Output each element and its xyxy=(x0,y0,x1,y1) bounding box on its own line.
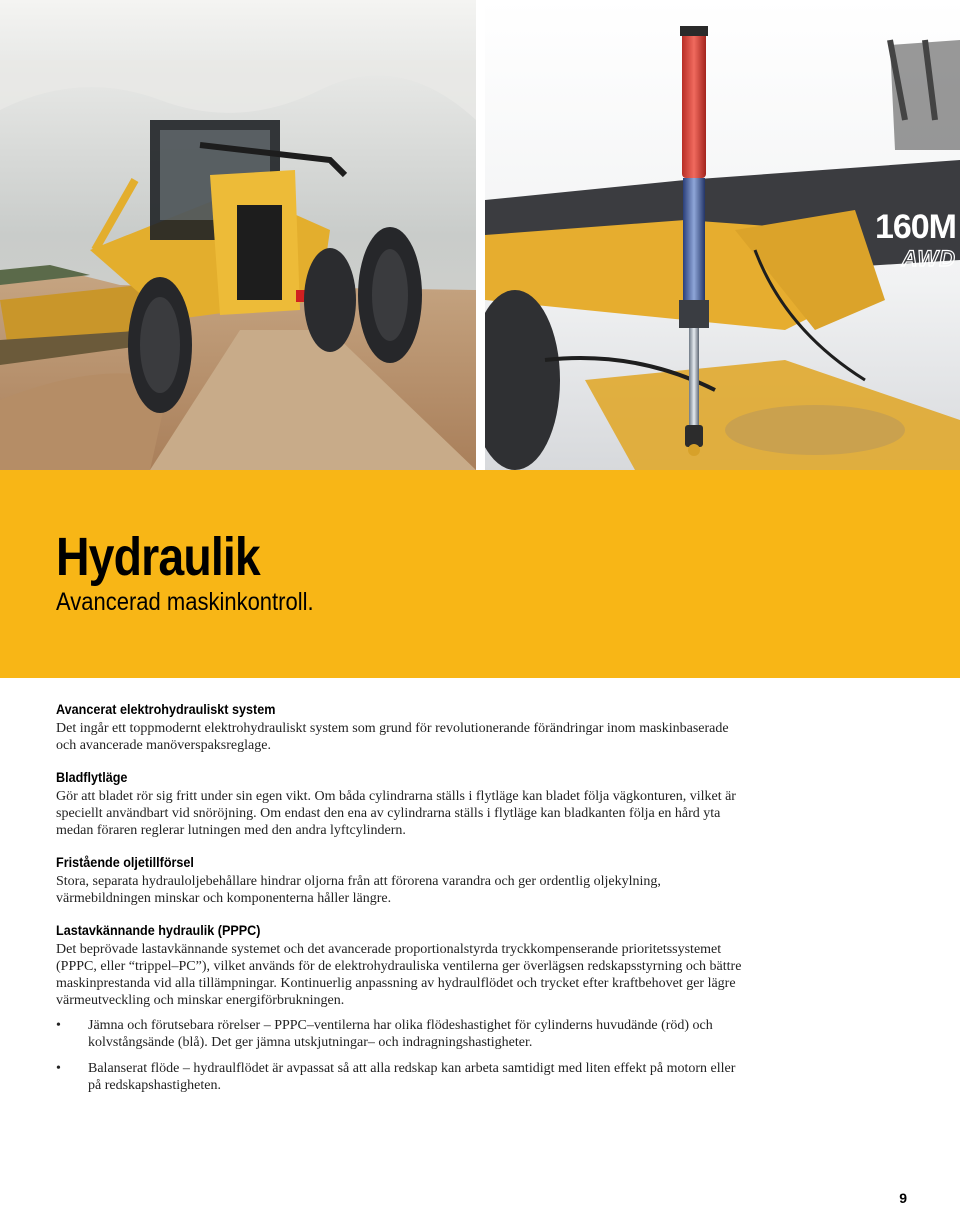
list-item-text: Balanserat flöde – hydraulflödet är avpassat så att alla redskap kan arbeta samtidigt med liten effekt på motorn eller på redskapshastigheten. xyxy=(88,1061,736,1093)
title-banner xyxy=(0,470,960,678)
list-item xyxy=(56,1060,746,1094)
section-blade-float xyxy=(56,768,746,839)
bullet-list xyxy=(56,1017,746,1094)
page-number: 9 xyxy=(899,1190,907,1205)
page-title: Hydraulik xyxy=(56,527,260,587)
hydraulic-cylinder-photo xyxy=(485,0,960,470)
section-heading: Lastavkännande hydraulik (PPPC) xyxy=(56,922,261,938)
bullet-icon: • xyxy=(56,1018,61,1033)
section-heading: Fristående oljetillförsel xyxy=(56,854,194,870)
section-load-sensing xyxy=(56,921,746,1094)
article-body xyxy=(56,700,746,1108)
section-heading: Bladflytläge xyxy=(56,769,128,785)
page-subtitle: Avancerad maskinkontroll. xyxy=(56,588,314,616)
model-variant: AWD xyxy=(901,246,956,271)
model-number: 160M xyxy=(874,208,956,246)
section-text: Det ingår ett toppmodernt elektrohydrauliskt system som grund för revolutionerande förändringar inom maskinbaserade och avancerade manöverspaksreglage. xyxy=(56,721,729,753)
section-heading: Avancerat elektrohydrauliskt system xyxy=(56,701,276,717)
section-electrohydraulic xyxy=(56,700,746,754)
list-item-text: Jämna och förutsebara rörelser – PPPC–ventilerna har olika flödeshastighet för cylinderns huvudände (röd) och kolvstångsände (blå). Det ger jämna utskjutningar– och indragningshastigheter. xyxy=(88,1018,713,1050)
list-item xyxy=(56,1017,746,1051)
motor-grader-photo-icon xyxy=(0,0,476,470)
section-text: Gör att bladet rör sig fritt under sin egen vikt. Om båda cylindrarna ställs i flytläge kan bladet följa vägkonturen, vilket är speciellt användbart vid snöröjning. Om endast den ena av cylindrarna ställs i flytläge kan bladkanten följa en hård yta medan föraren reglerar lutningen med den andra lyftcylindern. xyxy=(56,789,736,838)
section-text: Det beprövade lastavkännande systemet och det avancerade proportionalstyrda tryckkompenserande prioritetssystemet (PPPC, eller “trippel–PC”), vilket används för de elektrohydrauliska ventilerna ger överlägsen redskapsstyrning och bättre maskinprestanda vid alla tillämpningar. Kontinuerlig anpassning av hydraulflödet och trycket efter kraftbehovet ger lägre värmeutveckling och minskar energiförbrukningen. xyxy=(56,942,742,1008)
motor-grader-photo xyxy=(0,0,476,470)
section-oil-supply xyxy=(56,853,746,907)
bullet-icon: • xyxy=(56,1061,61,1076)
section-text: Stora, separata hydrauloljebehållare hindrar oljorna från att förorena varandra och ger ordentlig oljekylning, värmebildningen minskar och komponenterna håller längre. xyxy=(56,874,661,906)
model-badge xyxy=(875,210,956,270)
